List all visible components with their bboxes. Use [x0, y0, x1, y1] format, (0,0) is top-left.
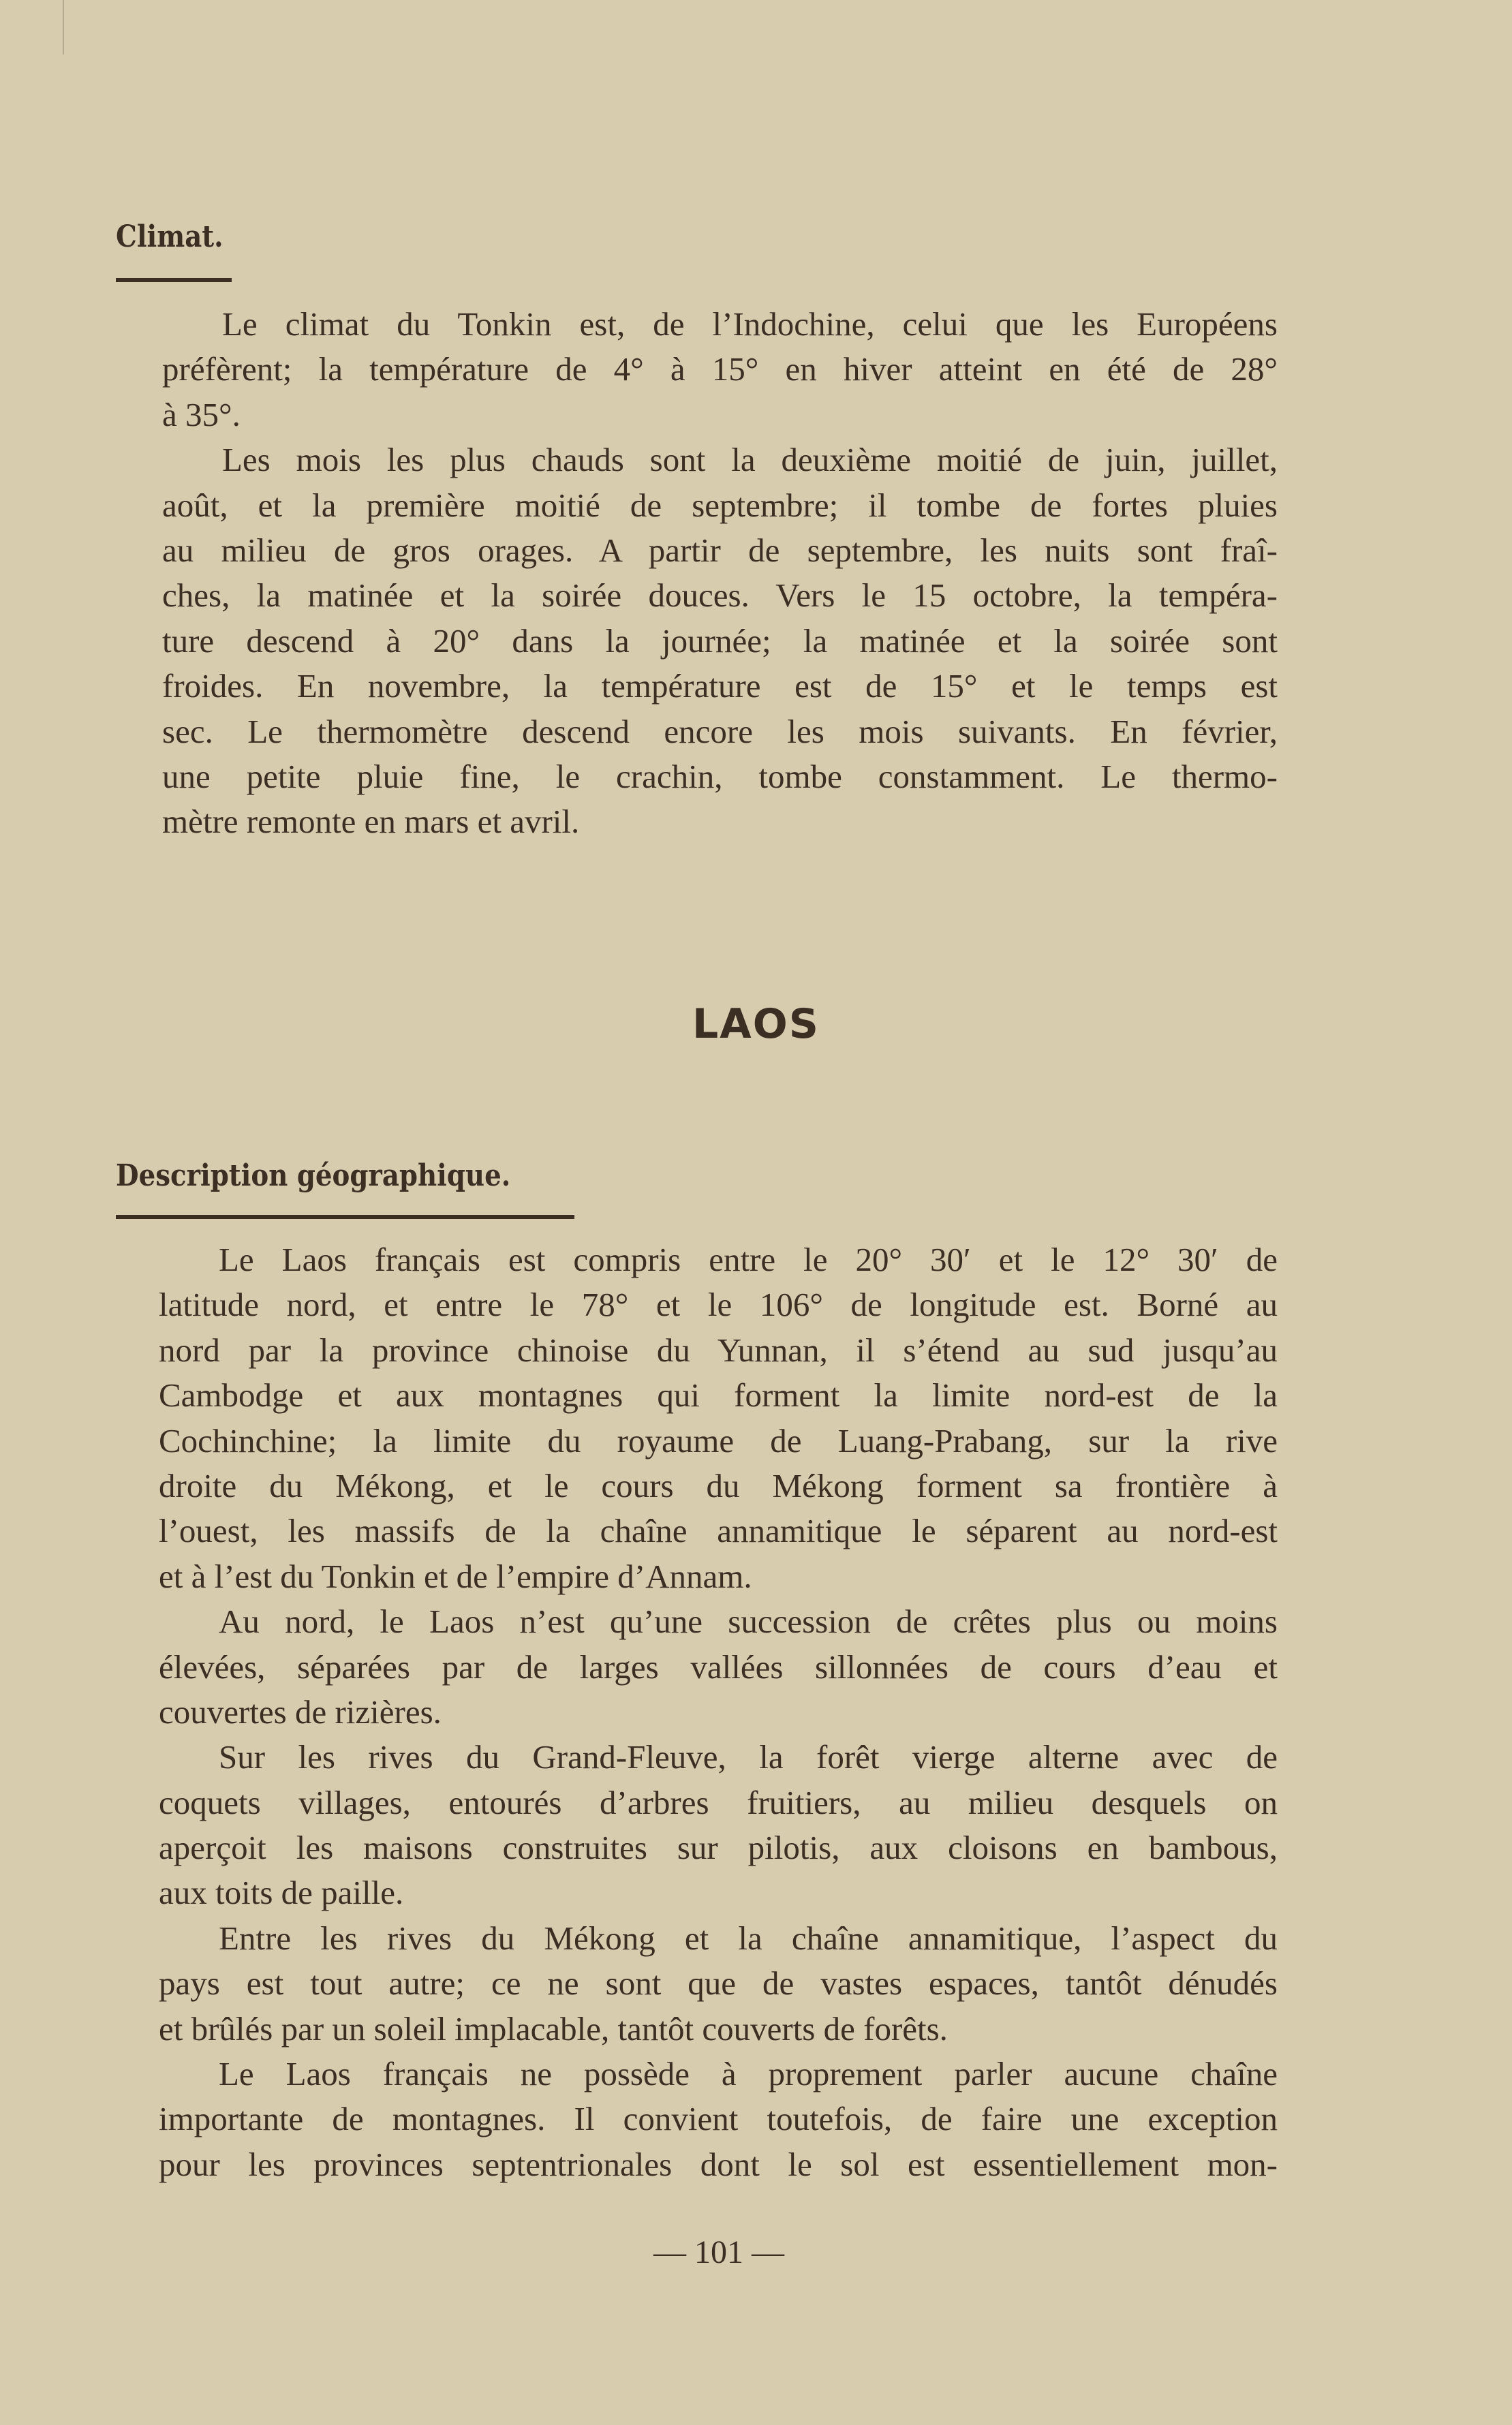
text-line: pays est tout autre; ce ne sont que de vastes espaces, tantôt dénudés — [159, 1964, 1278, 2003]
text-line: Sur les rives du Grand-Fleuve, la forêt vierge alterne avec de — [219, 1738, 1278, 1776]
text-line: Cochinchine; la limite du royaume de Luang-Prabang, sur la rive — [159, 1421, 1278, 1459]
text-line: août, et la première moitié de septembre; il tombe de fortes pluies — [162, 486, 1278, 524]
text-line: Les mois les plus chauds sont la deuxième moitié de juin, juillet, — [222, 441, 1278, 479]
paragraph — [162, 437, 1278, 845]
text-line: l’ouest, les massifs de la chaîne annamitique le séparent au nord-est — [159, 1512, 1278, 1550]
text-line: couvertes de rizières. — [159, 1693, 442, 1731]
text-line: ches, la matinée et la soirée douces. Vers le 15 octobre, la tempéra- — [162, 576, 1278, 615]
text-line: préfèrent; la température de 4° à 15° en hiver atteint en été de 28° — [162, 350, 1278, 388]
text-line: Cambodge et aux montagnes qui forment la limite nord-est de la — [159, 1376, 1278, 1415]
text-line: et à l’est du Tonkin et de l’empire d’Annam. — [159, 1557, 752, 1595]
text-line: sec. Le thermomètre descend encore les mois suivants. En février, — [162, 712, 1278, 750]
paragraph — [162, 302, 1278, 437]
climat-text — [162, 302, 1278, 845]
text-line: Le Laos français ne possède à proprement parler aucune chaîne — [219, 2055, 1278, 2093]
text-line: Le climat du Tonkin est, de l’Indochine, celui que les Européens — [222, 305, 1278, 343]
text-line: aperçoit les maisons construites sur pilotis, aux cloisons en bambous, — [159, 1829, 1278, 1867]
page-number: — 101 — — [653, 2234, 784, 2270]
paragraph — [159, 1599, 1278, 1735]
text-line: et brûlés par un soleil implacable, tantôt couverts de forêts. — [159, 2009, 948, 2048]
text-line: importante de montagnes. Il convient toutefois, de faire une exception — [159, 2100, 1278, 2138]
text-line: latitude nord, et entre le 78° et le 106° de longitude est. Borné au — [159, 1286, 1278, 1324]
paragraph — [159, 1916, 1278, 2052]
text-line: une petite pluie fine, le crachin, tombe constamment. Le thermo- — [162, 757, 1278, 795]
paragraph — [159, 2052, 1278, 2187]
text-line: à 35°. — [162, 395, 241, 433]
description-text — [159, 1237, 1278, 2187]
text-line: Le Laos français est compris entre le 20° 30′ et le 12° 30′ de — [219, 1241, 1278, 1278]
text-line: ture descend à 20° dans la journée; la matinée et la soirée sont — [162, 621, 1278, 660]
text-line: droite du Mékong, et le cours du Mékong forment sa frontière à — [159, 1466, 1278, 1504]
chapter-title: LAOS — [692, 1000, 820, 1048]
text-line: Entre les rives du Mékong et la chaîne annamitique, l’aspect du — [219, 1919, 1278, 1957]
heading-underline — [116, 1215, 574, 1219]
text-line: élevées, séparées par de larges vallées sillonnées de cours d’eau et — [159, 1648, 1278, 1686]
section-heading-description: Description géographique. — [116, 1158, 511, 1193]
text-line: mètre remonte en mars et avril. — [162, 803, 580, 841]
paragraph — [159, 1237, 1278, 1599]
text-line: aux toits de paille. — [159, 1874, 404, 1912]
text-line: nord par la province chinoise du Yunnan, il s’étend au sud jusqu’au — [159, 1331, 1278, 1369]
section-heading-climat: Climat. — [116, 219, 223, 254]
text-line: froides. En novembre, la température est de 15° et le temps est — [162, 667, 1278, 705]
text-line: coquets villages, entourés d’arbres fruitiers, au milieu desquels on — [159, 1783, 1278, 1821]
scan-margin-mark — [63, 0, 64, 55]
heading-underline — [116, 278, 232, 282]
text-line: Au nord, le Laos n’est qu’une succession de crêtes plus ou moins — [219, 1603, 1278, 1641]
text-line: pour les provinces septentrionales dont le sol est essentiellement mon- — [159, 2145, 1278, 2183]
text-line: au milieu de gros orages. A partir de septembre, les nuits sont fraî- — [162, 531, 1278, 569]
paragraph — [159, 1735, 1278, 1916]
